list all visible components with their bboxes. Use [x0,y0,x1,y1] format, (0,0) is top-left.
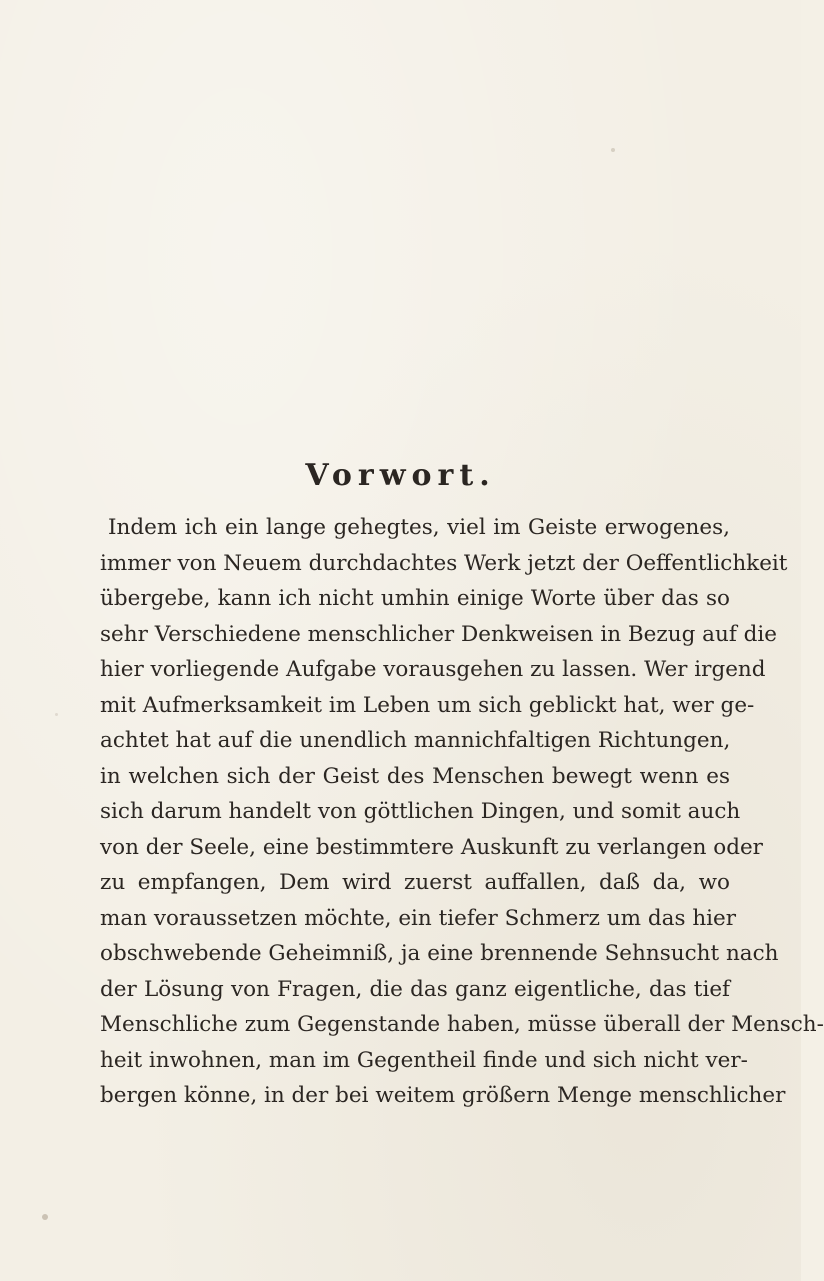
page-title: Vorwort. [305,458,496,493]
text-line: achtet hat auf die unendlich mannichfaltigen Richtungen, [100,728,731,753]
text-line: sehr Verschiedene menschlicher Denkweisen in Bezug auf die [100,621,777,647]
text-line: in welchen sich der Geist des Menschen bewegt wenn es [100,763,730,789]
text-line: zu empfangen, Dem wird zuerst auffallen, daß da, wo [100,870,730,895]
paper-stain [55,713,58,716]
text-line: heit inwohnen, man im Gegentheil finde und sich nicht ver- [100,1047,748,1073]
text-line: immer von Neuem durchdachtes Werk jetzt der Oeffentlichkeit [100,550,788,576]
text-line: Indem ich ein lange gehegtes, viel im Geiste erwogenes, [108,515,730,540]
text-line: hier vorliegende Aufgabe vorausgehen zu lassen. Wer irgend [100,657,766,682]
text-line: übergebe, kann ich nicht umhin einige Worte über das so [100,586,730,611]
text-line: man voraussetzen möchte, ein tiefer Schmerz um das hier [100,905,737,931]
text-line: bergen könne, in der bei weitem größern Menge menschlicher [100,1083,786,1108]
text-line: sich darum handelt von göttlichen Dingen, und somit auch [100,799,741,824]
text-line: Menschliche zum Gegenstande haben, müsse überall der Mensch- [100,1012,824,1037]
body-text [100,510,824,1114]
paper-stain [611,148,615,152]
text-line: mit Aufmerksamkeit im Leben um sich geblickt hat, wer ge- [100,692,755,718]
text-line: obschwebende Geheimniß, ja eine brennende Sehnsucht nach [100,941,779,966]
paper-stain [42,1214,48,1220]
text-line: der Lösung von Fragen, die das ganz eigentliche, das tief [100,976,730,1002]
text-line: von der Seele, eine bestimmtere Auskunft zu verlangen oder [100,834,763,860]
